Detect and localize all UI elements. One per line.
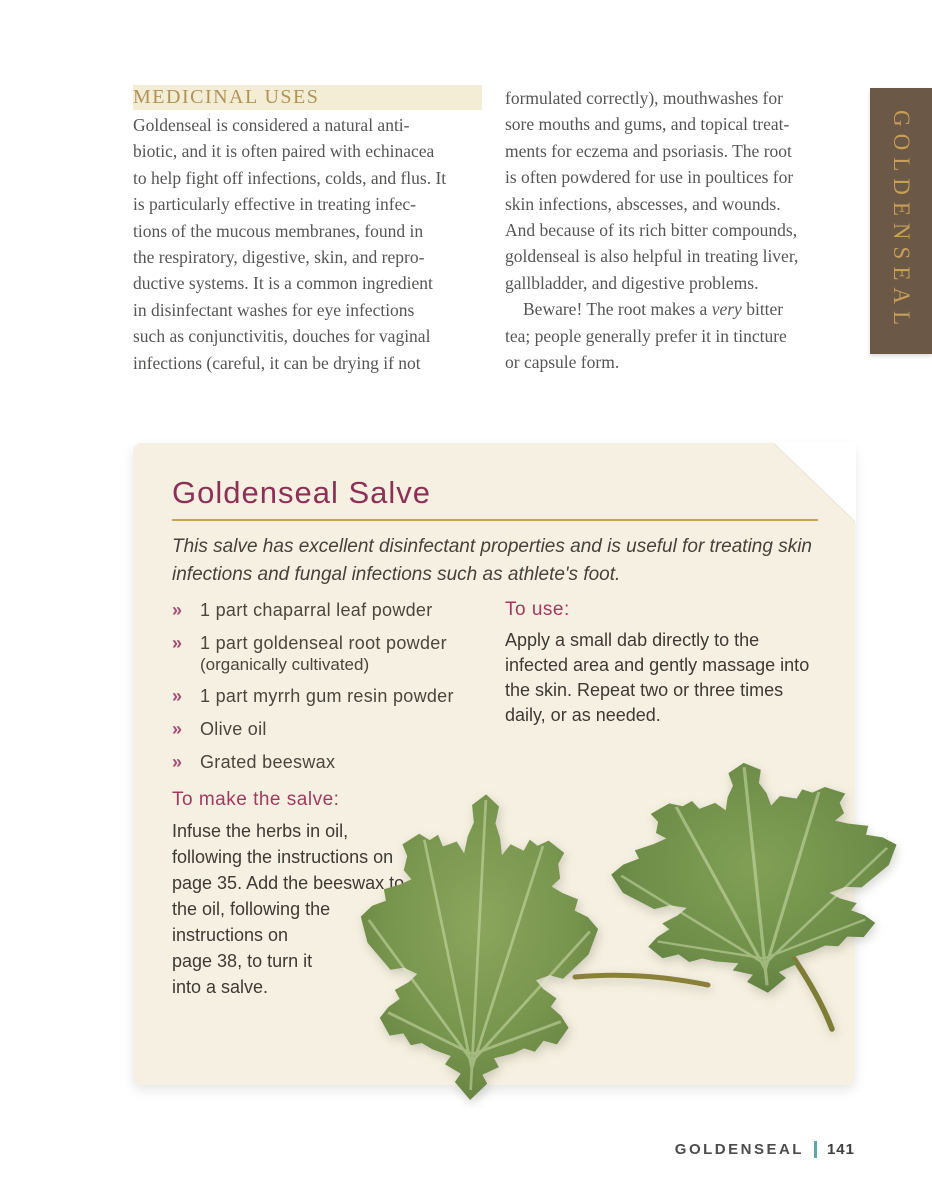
list-item [172,599,507,622]
beware-suffix: bitter [741,299,784,320]
body-line: ductive systems. It is a common ingredient [133,273,433,294]
goldenseal-leaves-photo [330,745,930,1135]
instruction-line: into a salve. [172,977,269,997]
body-line: is particularly effective in treating infec- [133,194,416,215]
body-line: And because of its rich bitter compounds, [505,220,798,241]
to-use-body [505,628,840,728]
to-use-block [505,599,840,728]
instruction-line: following the instructions on [172,847,394,867]
body-line: biotic, and it is often paired with echinacea [133,141,435,162]
left-column [133,112,498,376]
list-item [172,685,507,708]
intro-line: infections and fungal infections such as athlete's foot. [172,564,621,585]
left-leaf-stem [575,975,708,985]
instruction-line: infected area and gently massage into [505,655,810,675]
body-line: skin infections, abscesses, and wounds. [505,193,781,214]
chapter-tab [870,88,932,354]
chevron-bullet-icon: » [172,600,183,620]
beware-prefix: Beware! The root makes a [523,299,712,320]
body-line: in disinfectant washes for eye infections [133,299,415,320]
right-column [505,85,850,375]
chevron-bullet-icon: » [172,752,183,772]
body-line: sore mouths and gums, and topical treat- [505,114,790,135]
page-footer [0,1141,855,1158]
footer-page-number: 141 [826,1141,855,1158]
ingredient-text: 1 part goldenseal root powder [200,633,447,653]
instruction-line: the oil, following the [172,899,331,919]
body-line: the respiratory, digestive, skin, and repro- [133,247,425,268]
instruction-line: page 35. Add the beeswax to [172,873,405,893]
list-item [172,718,507,741]
chevron-bullet-icon: » [172,633,183,653]
ingredient-text: Olive oil [200,719,267,739]
instruction-line: daily, or as needed. [505,705,661,725]
intro-line: This salve has excellent disinfectant properties and is useful for treating skin [172,536,812,557]
footer-section-label: GOLDENSEAL [674,1141,804,1158]
ingredient-text: 1 part chaparral leaf powder [200,600,433,620]
body-line: ments for eczema and psoriasis. The root [505,140,792,161]
body-line: tea; people generally prefer it in tincture [505,325,787,346]
gold-rule [172,519,818,521]
body-line: infections (careful, it can be drying if not [133,352,421,373]
to-use-heading: To use: [505,599,570,620]
instruction-line: Apply a small dab directly to the [505,630,760,650]
body-line: gallbladder, and digestive problems. [505,272,759,293]
to-make-heading: To make the salve: [172,789,340,810]
body-line: is often powdered for use in poultices for [505,167,794,188]
body-line: formulated correctly), mouthwashes for [505,88,783,108]
body-line: Goldenseal is considered a natural anti- [133,115,410,135]
body-line: to help fight off infections, colds, and flus. It [133,167,447,188]
body-line: tions of the mucous membranes, found in [133,220,424,241]
chapter-tab-label: GOLDENSEAL [889,109,914,333]
instruction-line: instructions on [172,925,289,945]
ingredient-text: Grated beeswax [200,752,336,772]
instruction-line: Infuse the herbs in oil, [172,821,349,841]
ingredient-note: (organically cultivated) [200,655,370,674]
recipe-title: Goldenseal Salve [172,475,431,510]
body-line: such as conjunctivitis, douches for vaginal [133,326,431,347]
section-heading: MEDICINAL USES [133,86,320,108]
instruction-line: page 38, to turn it [172,951,313,971]
body-line-beware [505,296,850,322]
footer-divider [814,1141,817,1158]
ingredient-text: 1 part myrrh gum resin powder [200,686,454,706]
list-item [172,632,507,655]
body-line: or capsule form. [505,352,620,373]
beware-emphasis: very [711,299,742,320]
chevron-bullet-icon: » [172,719,183,739]
instruction-line: the skin. Repeat two or three times [505,680,784,700]
recipe-intro [172,533,832,589]
body-line: goldenseal is also helpful in treating liver, [505,246,799,267]
chevron-bullet-icon: » [172,686,183,706]
